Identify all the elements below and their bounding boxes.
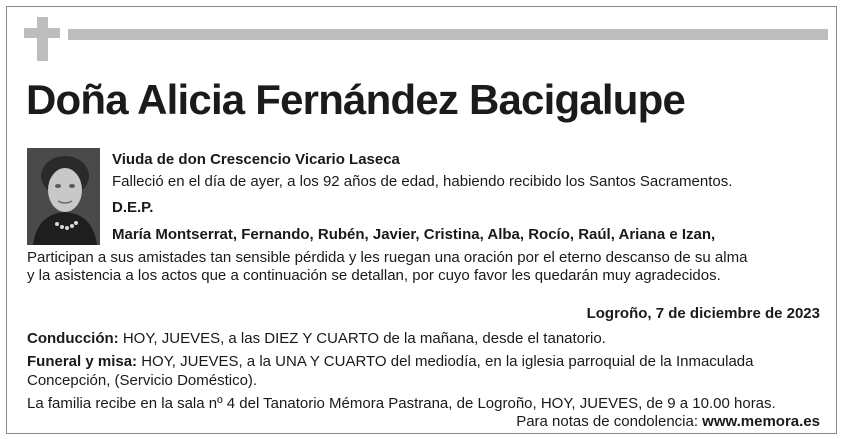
funeral-label: Funeral y misa: [27, 353, 138, 370]
family-names: María Montserrat, Fernando, Rubén, Javier, Cristina, Alba, Rocío, Raúl, Ariana e Izan, [112, 226, 716, 243]
family-receives-line: La familia recibe en la sala nº 4 del Tanatorio Mémora Pastrana, de Logroño, HOY, JUEVES, de 9 a 10.00 horas. [27, 395, 776, 412]
funeral-line-2: Concepción, (Servicio Doméstico). [27, 372, 258, 389]
place-date: Logroño, 7 de diciembre de 2023 [586, 305, 820, 322]
portrait-photo [27, 148, 100, 245]
deceased-name: Doña Alicia Fernández Bacigalupe [26, 76, 686, 123]
participation-line-1: Participan a sus amistades tan sensible pérdida y les ruegan una oración por el eterno descanso de su alma [27, 249, 748, 266]
conduccion-label: Conducción: [27, 330, 119, 347]
widow-line: Viuda de don Crescencio Vicario Laseca [112, 151, 400, 168]
condolence-line [516, 413, 820, 430]
death-line: Falleció en el día de ayer, a los 92 años de edad, habiendo recibido los Santos Sacramentos. [112, 173, 733, 190]
funeral-line [27, 353, 754, 370]
rip-label: D.E.P. [112, 199, 154, 216]
participation-line-2: y la asistencia a los actos que a continuación se detallan, por cuyo favor les quedarán muy agradecidos. [27, 267, 721, 284]
condolence-link[interactable]: www.memora.es [702, 413, 820, 430]
cross-vertical [37, 17, 48, 61]
header-rule [68, 29, 828, 40]
funeral-text: HOY, JUEVES, a la UNA Y CUARTO del mediodía, en la iglesia parroquial de la Inmaculada [137, 353, 754, 370]
conduccion-line [27, 330, 606, 347]
condolence-label: Para notas de condolencia: [516, 413, 703, 430]
portrait-image [27, 148, 100, 245]
conduccion-text: HOY, JUEVES, a las DIEZ Y CUARTO de la mañana, desde el tanatorio. [118, 330, 606, 347]
cross-horizontal [24, 28, 60, 38]
